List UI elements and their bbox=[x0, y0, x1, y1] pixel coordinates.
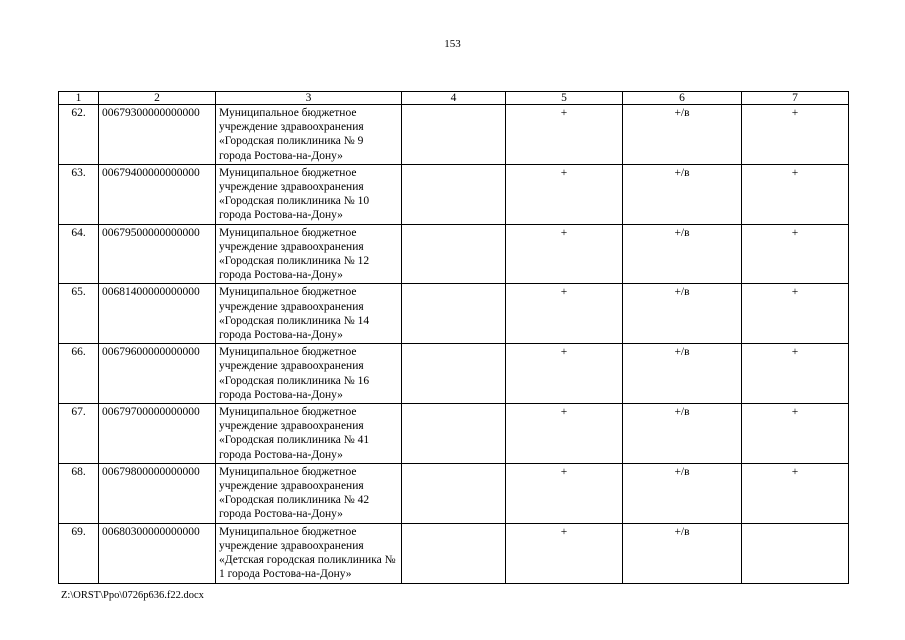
table-row bbox=[59, 164, 849, 224]
row-number: 66. bbox=[59, 344, 99, 404]
column-4-cell bbox=[402, 404, 506, 464]
org-code: 00679800000000000 bbox=[99, 463, 216, 523]
org-code: 00679700000000000 bbox=[99, 404, 216, 464]
org-name: Муниципальное бюджетное учреждение здравоохранения «Городская поликлиника № 10 города Ростова-на-Дону» bbox=[216, 164, 402, 224]
table-row bbox=[59, 284, 849, 344]
column-6-mark: +/в bbox=[623, 105, 742, 165]
row-number: 65. bbox=[59, 284, 99, 344]
column-6-mark: +/в bbox=[623, 404, 742, 464]
column-header-6: 6 bbox=[623, 92, 742, 105]
column-7-mark: + bbox=[742, 224, 849, 284]
column-header-3: 3 bbox=[216, 92, 402, 105]
column-5-mark: + bbox=[506, 105, 623, 165]
column-5-mark: + bbox=[506, 404, 623, 464]
org-code: 00680300000000000 bbox=[99, 523, 216, 583]
column-4-cell bbox=[402, 344, 506, 404]
org-code: 00679400000000000 bbox=[99, 164, 216, 224]
org-code: 00679600000000000 bbox=[99, 344, 216, 404]
registry-table bbox=[58, 91, 849, 584]
column-4-cell bbox=[402, 105, 506, 165]
column-header-2: 2 bbox=[99, 92, 216, 105]
column-6-mark: +/в bbox=[623, 284, 742, 344]
table-row bbox=[59, 105, 849, 165]
column-header-1: 1 bbox=[59, 92, 99, 105]
table-row bbox=[59, 523, 849, 583]
row-number: 63. bbox=[59, 164, 99, 224]
column-5-mark: + bbox=[506, 344, 623, 404]
row-number: 69. bbox=[59, 523, 99, 583]
org-name: Муниципальное бюджетное учреждение здравоохранения «Городская поликлиника № 42 города Ростова-на-Дону» bbox=[216, 463, 402, 523]
column-7-mark: + bbox=[742, 404, 849, 464]
column-4-cell bbox=[402, 463, 506, 523]
footer-file-path: Z:\ORST\Ppo\0726p636.f22.docx bbox=[61, 590, 204, 601]
row-number: 64. bbox=[59, 224, 99, 284]
row-number: 67. bbox=[59, 404, 99, 464]
table-row bbox=[59, 344, 849, 404]
column-header-4: 4 bbox=[402, 92, 506, 105]
column-4-cell bbox=[402, 284, 506, 344]
org-code: 00679300000000000 bbox=[99, 105, 216, 165]
column-7-mark bbox=[742, 523, 849, 583]
column-header-5: 5 bbox=[506, 92, 623, 105]
column-5-mark: + bbox=[506, 463, 623, 523]
column-5-mark: + bbox=[506, 164, 623, 224]
org-name: Муниципальное бюджетное учреждение здравоохранения «Городская поликлиника № 14 города Ростова-на-Дону» bbox=[216, 284, 402, 344]
column-6-mark: +/в bbox=[623, 164, 742, 224]
column-6-mark: +/в bbox=[623, 344, 742, 404]
row-number: 68. bbox=[59, 463, 99, 523]
column-7-mark: + bbox=[742, 105, 849, 165]
table-row bbox=[59, 224, 849, 284]
column-7-mark: + bbox=[742, 463, 849, 523]
org-name: Муниципальное бюджетное учреждение здравоохранения «Детская городская поликлиника № 1 города Ростова-на-Дону» bbox=[216, 523, 402, 583]
table-header-row bbox=[59, 92, 849, 105]
column-7-mark: + bbox=[742, 344, 849, 404]
column-4-cell bbox=[402, 523, 506, 583]
org-name: Муниципальное бюджетное учреждение здравоохранения «Городская поликлиника № 12 города Ростова-на-Дону» bbox=[216, 224, 402, 284]
org-code: 00679500000000000 bbox=[99, 224, 216, 284]
page-number: 153 bbox=[444, 38, 461, 50]
org-name: Муниципальное бюджетное учреждение здравоохранения «Городская поликлиника № 41 города Ростова-на-Дону» bbox=[216, 404, 402, 464]
column-5-mark: + bbox=[506, 224, 623, 284]
column-4-cell bbox=[402, 164, 506, 224]
column-5-mark: + bbox=[506, 523, 623, 583]
column-6-mark: +/в bbox=[623, 523, 742, 583]
column-header-7: 7 bbox=[742, 92, 849, 105]
column-7-mark: + bbox=[742, 164, 849, 224]
row-number: 62. bbox=[59, 105, 99, 165]
table-row bbox=[59, 463, 849, 523]
org-name: Муниципальное бюджетное учреждение здравоохранения «Городская поликлиника № 9 города Ростова-на-Дону» bbox=[216, 105, 402, 165]
column-6-mark: +/в bbox=[623, 463, 742, 523]
column-4-cell bbox=[402, 224, 506, 284]
column-6-mark: +/в bbox=[623, 224, 742, 284]
org-name: Муниципальное бюджетное учреждение здравоохранения «Городская поликлиника № 16 города Ростова-на-Дону» bbox=[216, 344, 402, 404]
table-row bbox=[59, 404, 849, 464]
column-5-mark: + bbox=[506, 284, 623, 344]
org-code: 00681400000000000 bbox=[99, 284, 216, 344]
column-7-mark: + bbox=[742, 284, 849, 344]
